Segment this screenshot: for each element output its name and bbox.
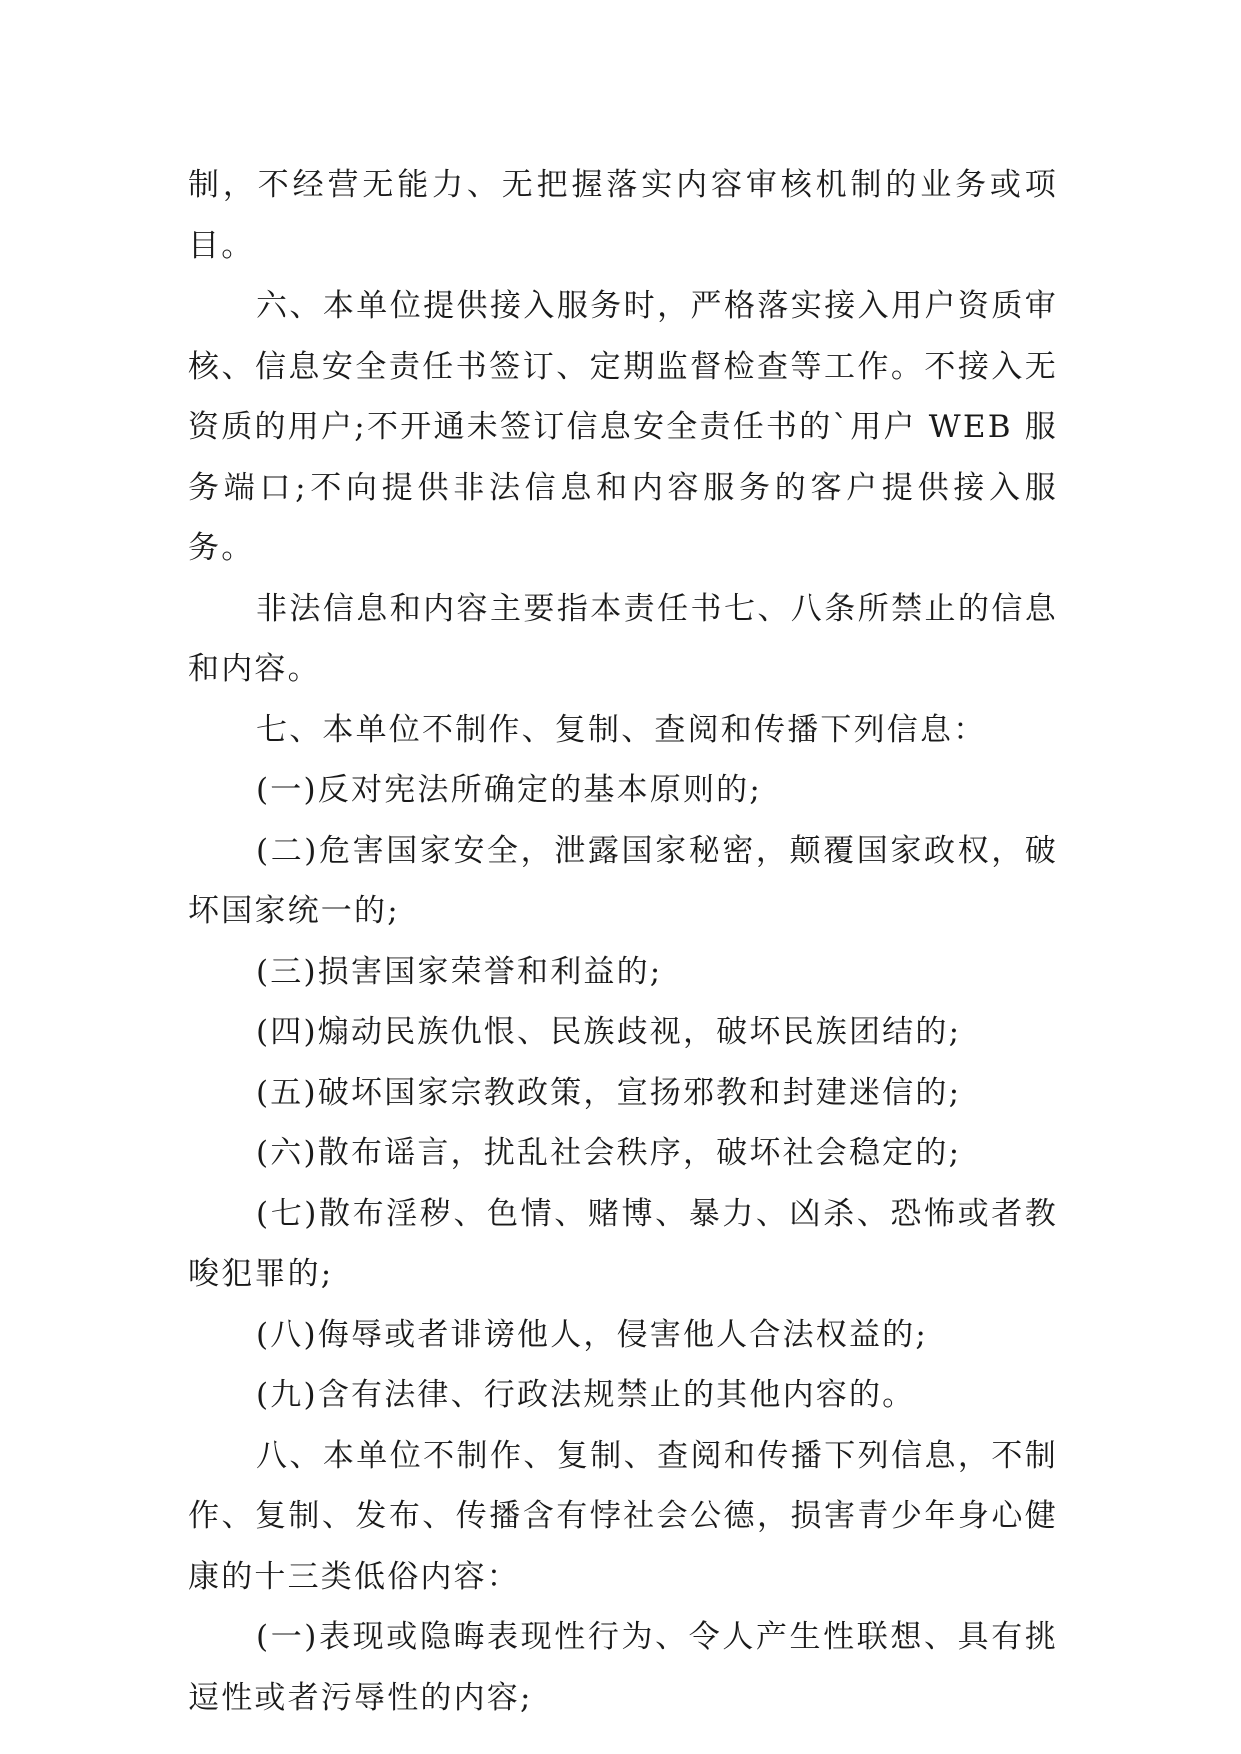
document-body [188, 155, 1058, 1728]
paragraph-continuation: 制，不经营无能力、无把握落实内容审核机制的业务或项目。 [188, 167, 1058, 264]
paragraph-item-6: 六、本单位提供接入服务时，严格落实接入用户资质审核、信息安全责任书签订、定期监督检查等工作。不接入无资质的用户;不开通未签订信息安全责任书的`用户 WEB 服务端口;不向提供非法信息和内容服务的客户提供接入服务。 [188, 288, 1058, 566]
list-item-7-6: (六)散布谣言，扰乱社会秩序，破坏社会稳定的; [256, 1135, 962, 1171]
list-item-7-8: (八)侮辱或者诽谤他人，侵害他人合法权益的; [256, 1316, 929, 1353]
list-item-7-9: (九)含有法律、行政法规禁止的其他内容的。 [256, 1377, 916, 1413]
list-item-7-3: (三)损害国家荣誉和利益的; [256, 953, 663, 990]
paragraph-item-8: 八、本单位不制作、复制、查阅和传播下列信息，不制作、复制、发布、传播含有悖社会公德，损害青少年身心健康的十三类低俗内容： [188, 1437, 1058, 1595]
list-item-7-7: (七)散布淫秽、色情、赌博、暴力、凶杀、恐怖或者教唆犯罪的; [188, 1195, 1058, 1292]
list-item-8-1: (一)表现或隐晦表现性行为、令人产生性联想、具有挑逗性或者污辱性的内容; [188, 1619, 1058, 1716]
paragraph-illegal-info-note: 非法信息和内容主要指本责任书七、八条所禁止的信息和内容。 [188, 590, 1058, 687]
list-item-7-4: (四)煽动民族仇恨、民族歧视，破坏民族团结的; [256, 1014, 962, 1050]
list-item-7-5: (五)破坏国家宗教政策，宣扬邪教和封建迷信的; [256, 1074, 962, 1111]
list-item-7-1: (一)反对宪法所确定的基本原则的; [256, 772, 763, 808]
list-item-7-2: (二)危害国家安全，泄露国家秘密，颠覆国家政权，破坏国家统一的; [188, 832, 1058, 929]
paragraph-item-7: 七、本单位不制作、复制、查阅和传播下列信息： [256, 711, 987, 748]
